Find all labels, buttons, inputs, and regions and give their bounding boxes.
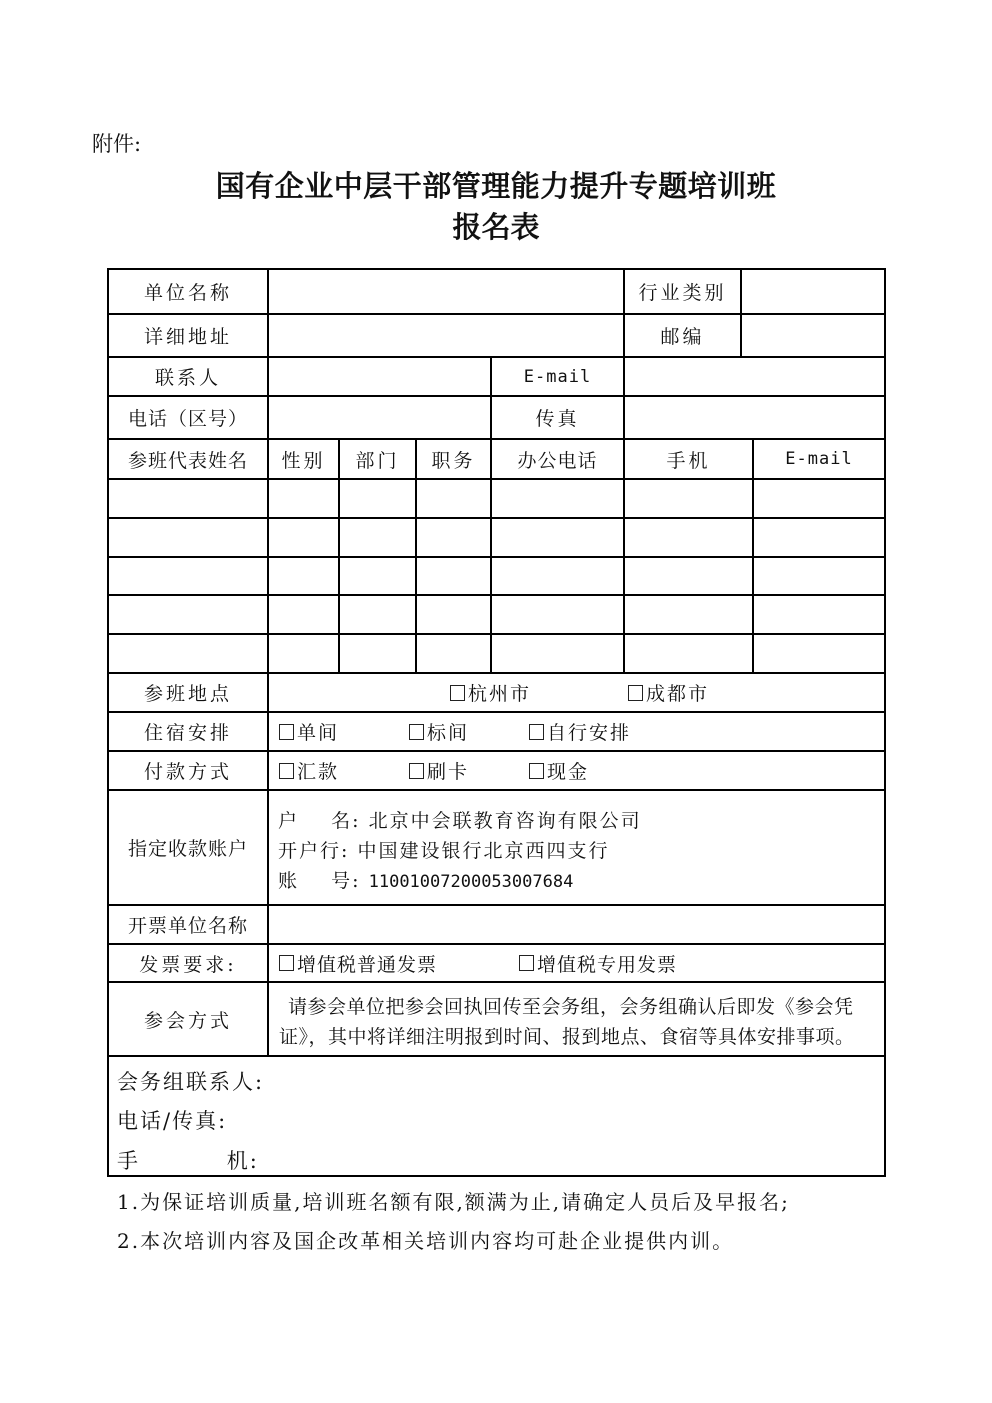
industry-field[interactable] [742,270,884,313]
rep-row-2[interactable] [109,519,884,556]
label-account: 指定收款账户 [127,838,248,860]
account-number: 账 号: 11001007200053007684 [278,870,574,892]
rep-row-3[interactable] [109,558,884,594]
label-postcode: 邮编 [660,326,705,348]
label-contact: 联系人 [154,367,221,389]
label-fax: 传真 [535,408,580,430]
phone-field[interactable] [269,397,490,438]
label-attend-mode: 参会方式 [143,1009,232,1032]
label-rep-name: 参班代表姓名 [127,449,248,472]
option-invoice-special[interactable]: 增值税专用发票 [519,945,677,981]
option-location-hangzhou[interactable]: 杭州市 [450,674,531,711]
label-lodging: 住宿安排 [143,722,232,744]
account-bank: 开户行: 中国建设银行北京西四支行 [278,840,610,862]
checkbox-icon [279,955,294,971]
label-mobile: 手机 [666,449,711,472]
label-invoice-req: 发票要求: [139,953,237,976]
checkbox-icon [450,685,465,701]
option-lodging-single[interactable]: 单间 [279,713,339,750]
label-invoice-unit: 开票单位名称 [127,915,248,937]
option-invoice-normal[interactable]: 增值税普通发票 [279,945,437,981]
option-lodging-self[interactable]: 自行安排 [529,713,631,750]
option-payment-cash[interactable]: 现金 [529,752,589,789]
secretariat-mobile: 手 机: [117,1149,259,1173]
label-position: 职务 [431,449,476,472]
checkbox-icon [279,763,294,779]
label-location: 参班地点 [143,683,232,705]
option-payment-card[interactable]: 刷卡 [409,752,469,789]
checkbox-icon [409,763,424,779]
option-lodging-standard[interactable]: 标间 [409,713,469,750]
label-phone-area: 电话（区号） [127,408,248,430]
postcode-field[interactable] [742,315,884,356]
unit-name-field[interactable] [269,270,623,313]
form-subtitle: 报名表 [452,210,540,244]
attend-text-line-1: 请参会单位把参会回执回传至会务组，会务组确认后即发《参会凭 [288,996,854,1018]
label-industry: 行业类别 [638,282,727,304]
label-payment: 付款方式 [143,761,232,783]
attachment-label: 附件: [92,132,142,156]
account-name: 户 名: 北京中会联教育咨询有限公司 [278,810,642,832]
checkbox-icon [519,955,534,971]
secretariat-phone-fax: 电话/传真: [117,1109,228,1133]
rep-row-1[interactable] [109,480,884,517]
form-title: 国有企业中层干部管理能力提升专题培训班 [215,169,777,203]
option-location-chengdu[interactable]: 成都市 [628,674,709,711]
attend-text-line-2: 证》，其中将详细注明报到时间、报到地点、食宿等具体安排事项。 [279,1026,855,1048]
rep-row-5[interactable] [109,635,884,672]
label-address: 详细地址 [143,326,232,348]
label-gender: 性别 [281,449,326,472]
label-unit-name: 单位名称 [143,282,232,304]
checkbox-icon [628,685,643,701]
label-dept: 部门 [355,449,400,472]
checkbox-icon [529,763,544,779]
checkbox-icon [279,724,294,740]
note-1: 1.为保证培训质量,培训班名额有限,额满为止,请确定人员后及早报名; [117,1190,790,1214]
fax-field[interactable] [625,397,884,438]
email-field[interactable] [625,358,884,395]
label-email: E-mail [523,366,592,387]
rep-row-4[interactable] [109,596,884,633]
invoice-unit-field[interactable] [269,906,884,943]
note-2: 2.本次培训内容及国企改革相关培训内容均可赴企业提供内训。 [117,1229,735,1253]
label-rep-email: E-mail [785,449,853,469]
label-office-phone: 办公电话 [517,449,598,472]
secretariat-contact: 会务组联系人: [117,1070,265,1094]
checkbox-icon [409,724,424,740]
address-field[interactable] [269,315,623,356]
option-payment-transfer[interactable]: 汇款 [279,752,339,789]
checkbox-icon [529,724,544,740]
contact-field[interactable] [269,358,490,395]
